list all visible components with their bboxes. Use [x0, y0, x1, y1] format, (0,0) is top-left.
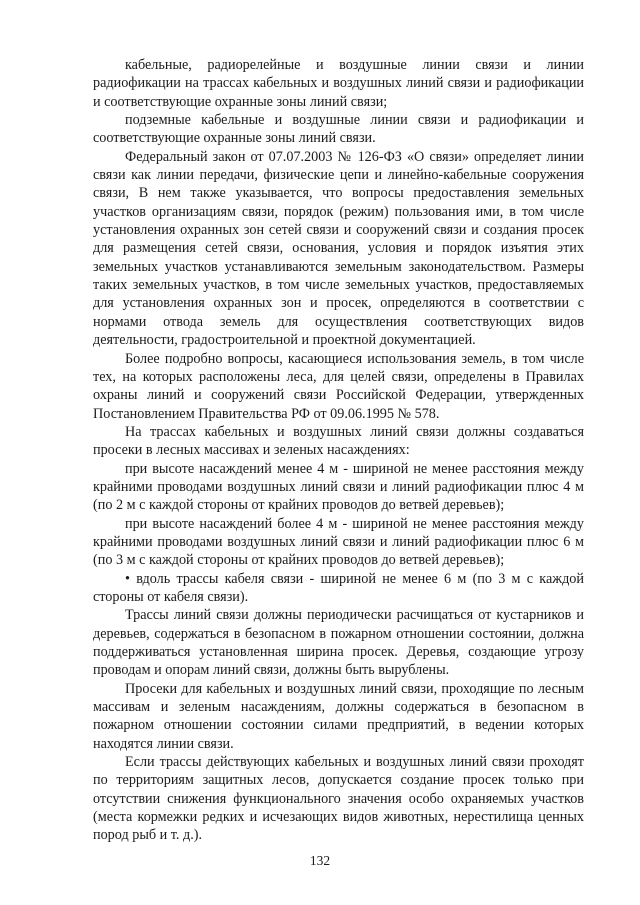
paragraph-cable-lines: кабельные, радиорелейные и воздушные линии связи и линии радиофикации на трассах кабельных и воздушных линий связи и радиофикации и соответствующие охранные зоны линий связи;: [93, 57, 584, 110]
paragraph-route-clearing: Трассы линий связи должны периодически расчищаться от кустарников и деревьев, содержаться в безопасном в пожарном отношении состоянии, должна поддерживаться установленная ширина просек. Деревья, создающие угрозу проводам и опорам линий связи, должны быть вырублены.: [93, 607, 584, 679]
paragraph-clearings-intro: На трассах кабельных и воздушных линий связи должны создаваться просеки в лесных массивах и зеленых насаждениях:: [93, 423, 584, 459]
paragraph-protective-forests: Если трассы действующих кабельных и воздушных линий связи проходят по территориям защитных лесов, допускается создание просек только при отсутствии снижения функционального значения особо охраняемых участков (места кормежки редких и исчезающих видов животных, нерестилища ценных пород рыб и т. д.).: [93, 754, 584, 844]
paragraph-clearing-under-4m: при высоте насаждений менее 4 м - шириной не менее расстояния между крайними проводами воздушных линий связи и линий радиофикации плюс 4 м (по 2 м с каждой стороны от крайних проводов до ветвей деревьев);: [93, 460, 584, 514]
paragraph-protection-rules: Более подробно вопросы, касающиеся использования земель, в том числе тех, на которых расположены леса, для целей связи, определены в Правилах охраны линий и сооружений связи Российской Федерации, утвержденных Постановлением Правительства РФ от 09.06.1995 № 578.: [93, 350, 584, 422]
paragraph-underground-lines: подземные кабельные и воздушные линии связи и радиофикации и соответствующие охранные зоны линий связи.: [93, 112, 584, 147]
body-text: [93, 56, 584, 845]
paragraph-cable-route: • вдоль трассы кабеля связи - шириной не менее 6 м (по 3 м с каждой стороны от кабеля связи).: [93, 570, 584, 605]
paragraph-federal-law: Федеральный закон от 07.07.2003 № 126-ФЗ «О связи» определяет линии связи как линии передачи, физические цепи и линейно-кабельные сооружения связи, В нем также указывается, что вопросы предоставления земельных участков организациям связи, порядок (режим) пользования ими, в том числе установления охранных зон сетей связи и сооружений связи и создания просек для размещения сетей связи, основания, условия и порядок изъятия этих земельных участков устанавливаются земельным законодательством. Размеры таких земельных участков, в том числе земельных участков, предоставляемых для установления охранных зон и просек, определяются в соответствии с нормами отвода земель для осуществления соответствующих видов деятельности, градостроительной и проектной документацией.: [93, 148, 584, 349]
paragraph-clearing-over-4m: при высоте насаждений более 4 м - шириной не менее расстояния между крайними проводами воздушных линий связи и линий радиофикации плюс 6 м (по 3 м с каждой стороны от крайних проводов до ветвей деревьев);: [93, 515, 584, 569]
paragraph-fire-safety: Просеки для кабельных и воздушных линий связи, проходящие по лесным массивам и зеленым насаждениям, должны содержаться в безопасном в пожарном отношении состоянии силами предприятий, в ведении которых находятся линии связи.: [93, 680, 584, 752]
page-number: 132: [309, 853, 331, 868]
